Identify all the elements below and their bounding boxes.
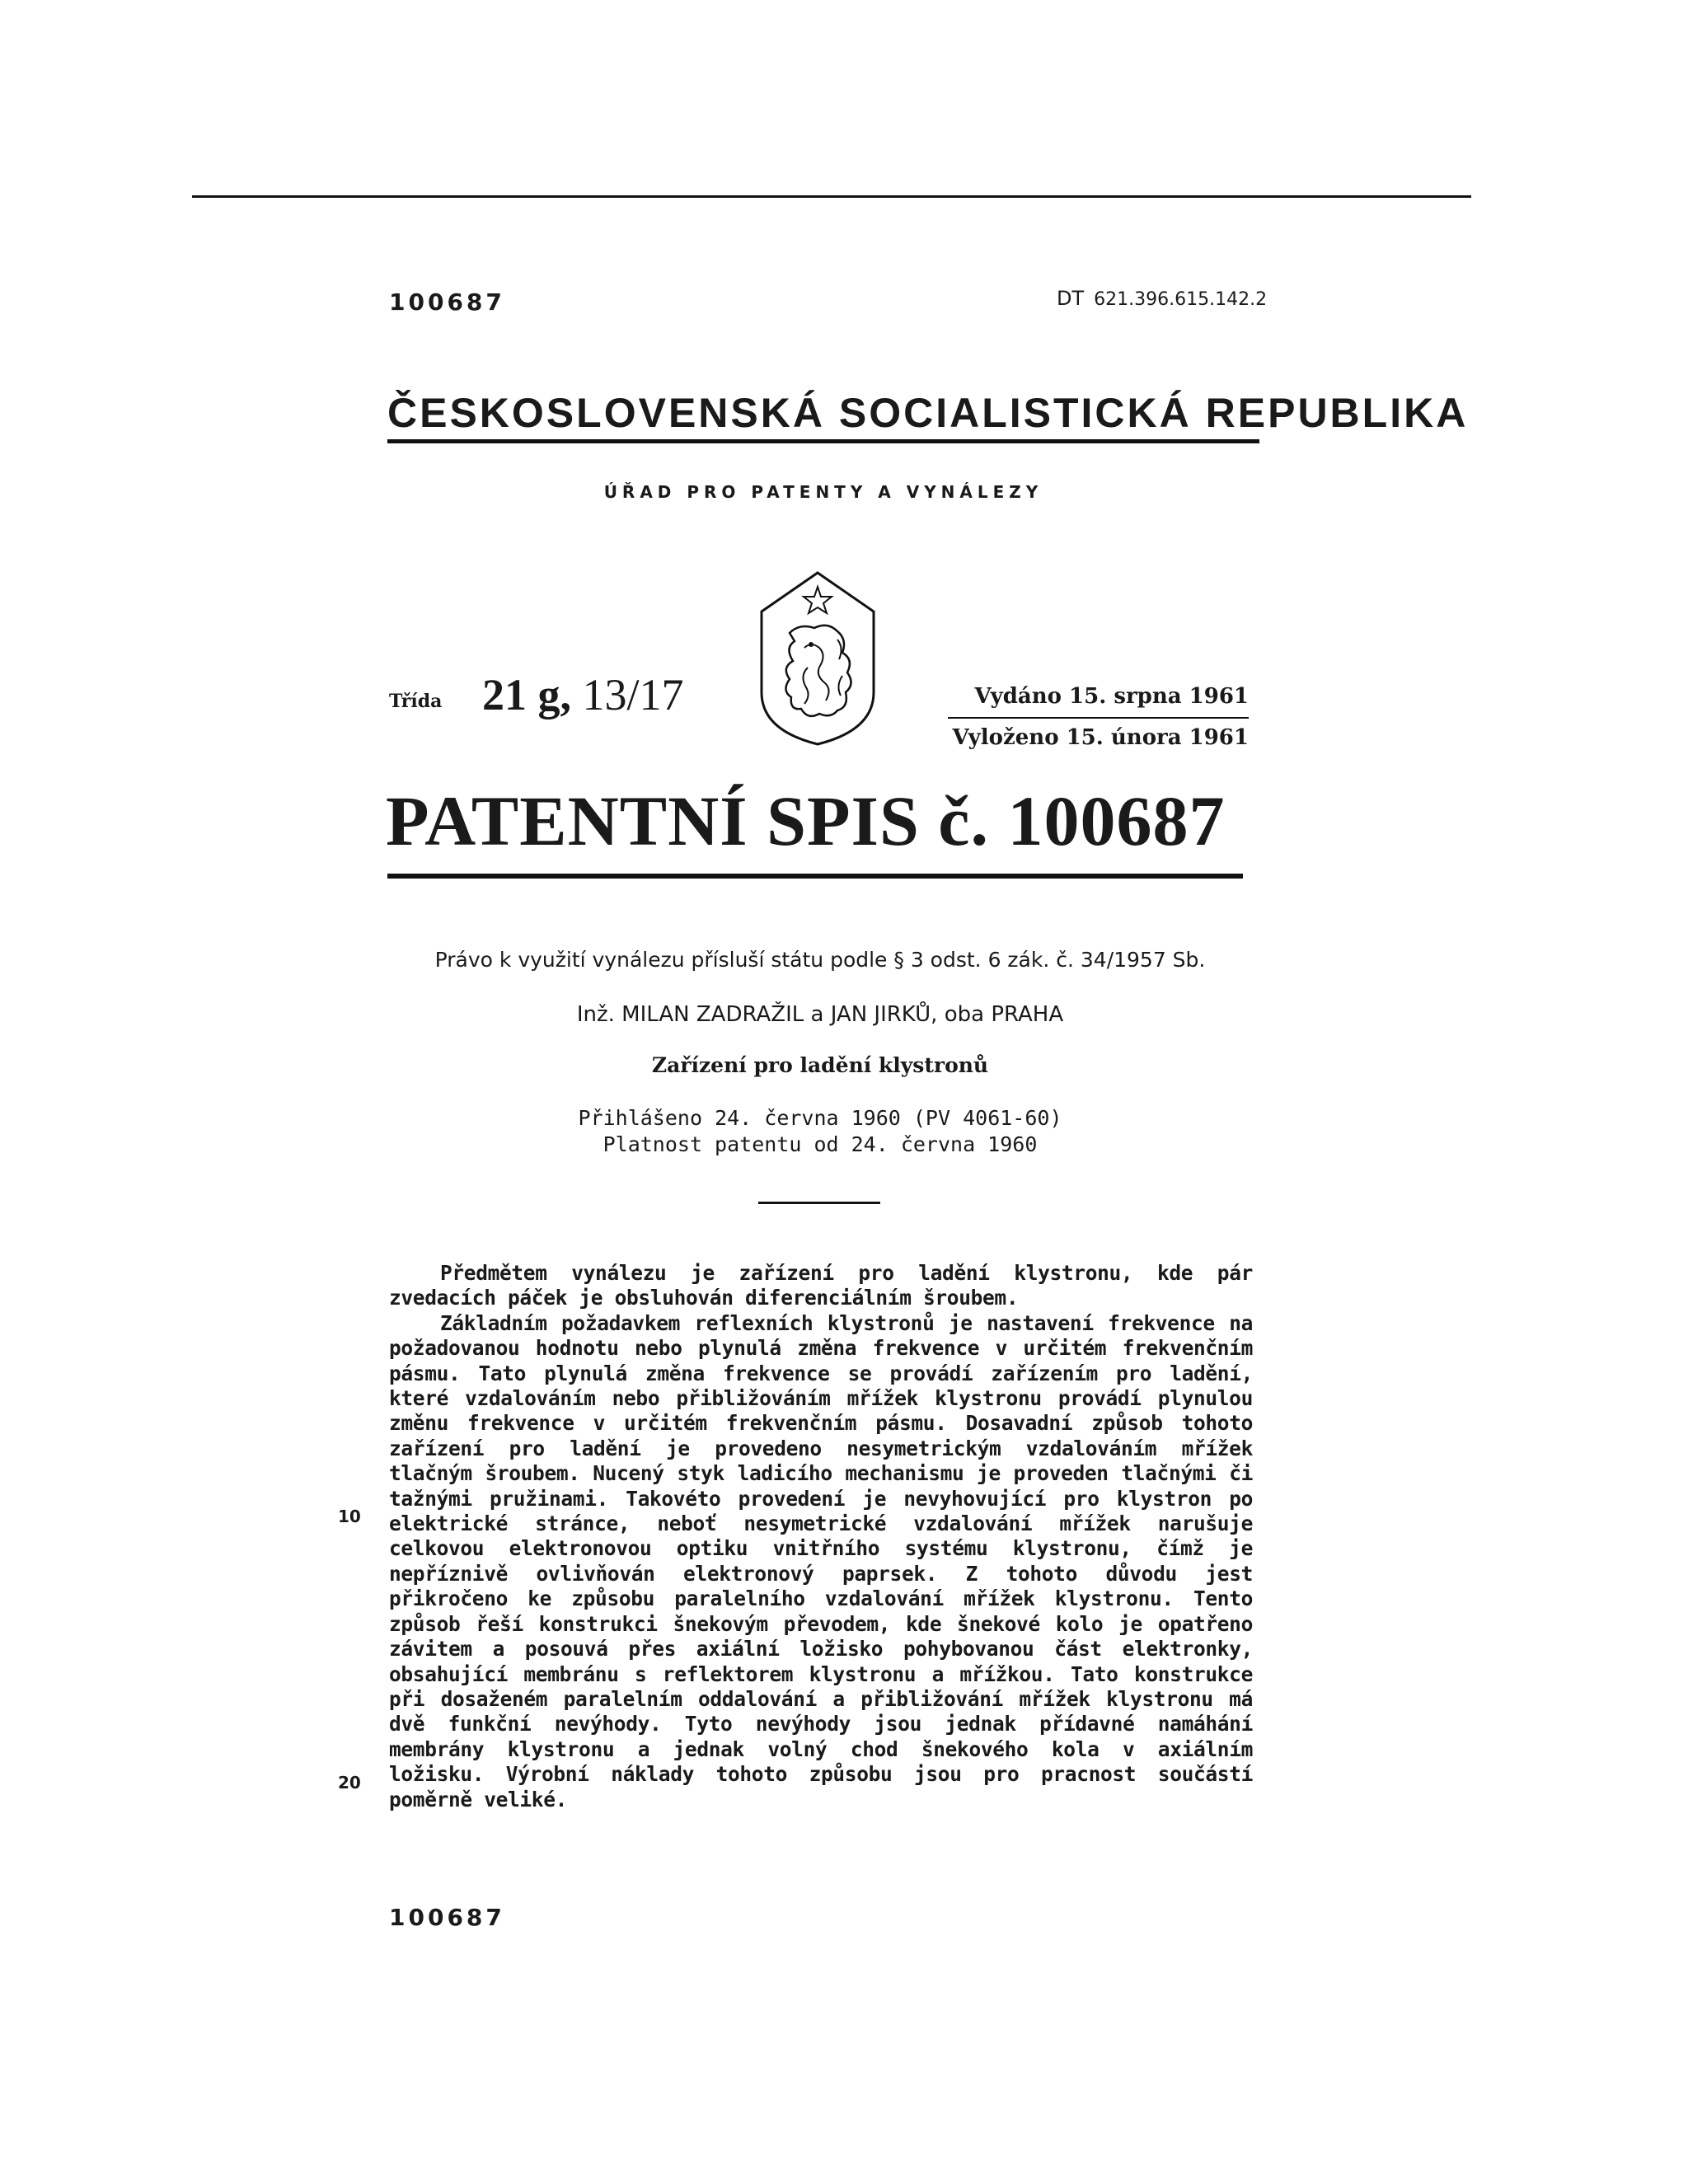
body-paragraph: Předmětem vynálezu je zařízení pro ladění klystronu, kde pár zvedacích páček je obsluhován diferenciálním šroubem. — [389, 1261, 1253, 1310]
validity-date: Platnost patentu od 24. června 1960 — [603, 1132, 1038, 1156]
issued-date: Vydáno 15. srpna 1961 — [974, 684, 1249, 709]
patent-number-top: 100687 — [389, 288, 505, 316]
country-heading: ČESKOSLOVENSKÁ SOCIALISTICKÁ REPUBLIKA — [387, 390, 1469, 436]
dt-label: DT — [1057, 287, 1085, 310]
body-text — [389, 1261, 1253, 1812]
document-title-rule — [387, 874, 1243, 879]
body-paragraph: Základním požadavkem reflexních klystronů je nastavení frekvence na požadovanou hodnotu nebo plynulá změna frekvence v určitém frekvenčním pásmu. Tato plynulá změna frekvence se provádí zařízením pro ladění, které vzdalováním nebo přibližováním mřížek klystronu provádí plynulou změnu frekvence v určitém frekvenčním pásmu. Dosavadní způsob tohoto zařízení pro ladění je provedeno nesymetrickým vzdalováním mřížek tlačným šroubem. Nucený styk ladicího mechanismu je proveden tlačnými či tažnými pružinami. Takovéto provedení je nevyhovující pro klystron po elektrické stránce, neboť nesymetrické vzdalování mřížek narušuje celkovou elektronovou optiku vnitřního systému klystronu, čímž je nepříznivě ovlivňován elektronový paprsek. Z tohoto důvodu jest přikročeno ke způsobu paralelního vzdalování mřížek klystronu. Tento způsob řeší konstrukci šnekovým převodem, kde šnekové kolo je opatřeno závitem a posouvá přes axiální ložisko pohybovanou část elektronky, obsahující membránu s reflektorem klystronu a mřížkou. Tato konstrukce při dosaženém paralelním oddalování a přibližování mřížek klystronu má dvě funkční nevýhody. Tyto nevýhody jsou jednak přídavné namáhání membrány klystronu a jednak volný chod šnekového kola v axiálním ložisku. Výrobní náklady tohoto způsobu jsou pro pracnost součástí poměrně veliké. — [389, 1310, 1253, 1811]
margin-line-number-20: 20 — [338, 1773, 361, 1793]
authors: Inž. MILAN ZADRAŽIL a JAN JIRKŮ, oba PRAHA — [576, 1002, 1064, 1027]
margin-line-number-10: 10 — [338, 1507, 361, 1526]
dt-classification — [1057, 287, 1267, 310]
dt-code: 621.396.615.142.2 — [1094, 289, 1268, 310]
state-emblem — [757, 569, 879, 748]
invention-title: Zařízení pro ladění klystronů — [651, 1053, 989, 1077]
patent-office: ÚŘAD PRO PATENTY A VYNÁLEZY — [603, 482, 1043, 502]
laid-open-date: Vyloženo 15. února 1961 — [952, 725, 1249, 750]
patent-number-bottom: 100687 — [389, 1904, 505, 1931]
class-value — [482, 669, 684, 720]
top-rule — [192, 195, 1471, 198]
country-heading-rule — [387, 439, 1259, 443]
star-icon — [804, 587, 832, 613]
class-sub: 13/17 — [582, 670, 684, 719]
issued-date-rule — [948, 717, 1249, 719]
class-label: Třída — [389, 691, 443, 712]
filing-date: Přihlášeno 24. června 1960 (PV 4061-60) — [578, 1106, 1062, 1130]
class-main: 21 g, — [482, 670, 571, 719]
section-divider — [758, 1202, 880, 1204]
rights-statement: Právo k využití vynálezu přísluší státu podle § 3 odst. 6 zák. č. 34/1957 Sb. — [434, 948, 1206, 972]
document-title: PATENTNÍ SPIS č. 100687 — [386, 781, 1226, 860]
